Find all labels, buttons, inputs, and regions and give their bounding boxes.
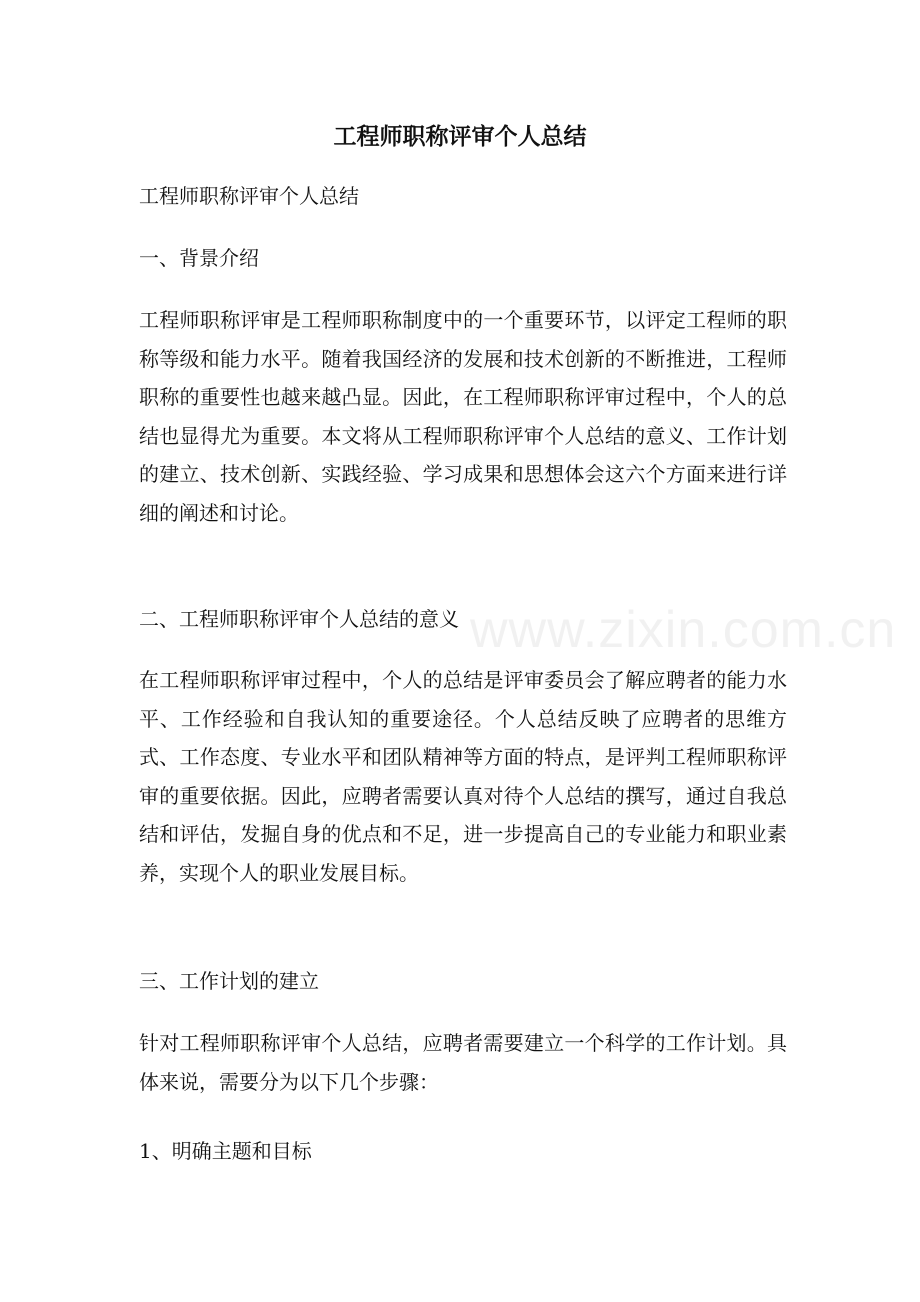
section1-heading: 一、背景介绍 [139, 246, 259, 270]
section2-body: 在工程师职称评审过程中，个人的总结是评审委员会了解应聘者的能力水平、工作经验和自我认知的重要途径。个人总结反映了应聘者的思维方式、工作态度、专业水平和团队精神等方面的特点，是评判工程师职称评审的重要依据。因此，应聘者需要认真对待个人总结的撰写，通过自我总结和评估，发掘自身的优点和不足，进一步提高自己的专业能力和职业素养，实现个人的职业发展目标。 [139, 668, 787, 885]
document-title: 工程师职称评审个人总结 [333, 123, 587, 150]
section2-heading: 二、工程师职称评审个人总结的意义 [139, 607, 459, 631]
watermark: www.zixin.com.cn [470, 601, 897, 659]
section3-body: 针对工程师职称评审个人总结，应聘者需要建立一个科学的工作计划。具体来说，需要分为以下几个步骤： [139, 1031, 787, 1094]
step1-heading: 1、明确主题和目标 [139, 1139, 312, 1163]
section1-body: 工程师职称评审是工程师职称制度中的一个重要环节，以评定工程师的职称等级和能力水平。随着我国经济的发展和技术创新的不断推进，工程师职称的重要性也越来越凸显。因此，在工程师职称评审过程中，个人的总结也显得尤为重要。本文将从工程师职称评审个人总结的意义、工作计划的建立、技术创新、实践经验、学习成果和思想体会这六个方面来进行详细的阐述和讨论。 [139, 308, 787, 525]
section3-heading: 三、工作计划的建立 [139, 969, 319, 993]
document-subtitle: 工程师职称评审个人总结 [139, 184, 359, 208]
